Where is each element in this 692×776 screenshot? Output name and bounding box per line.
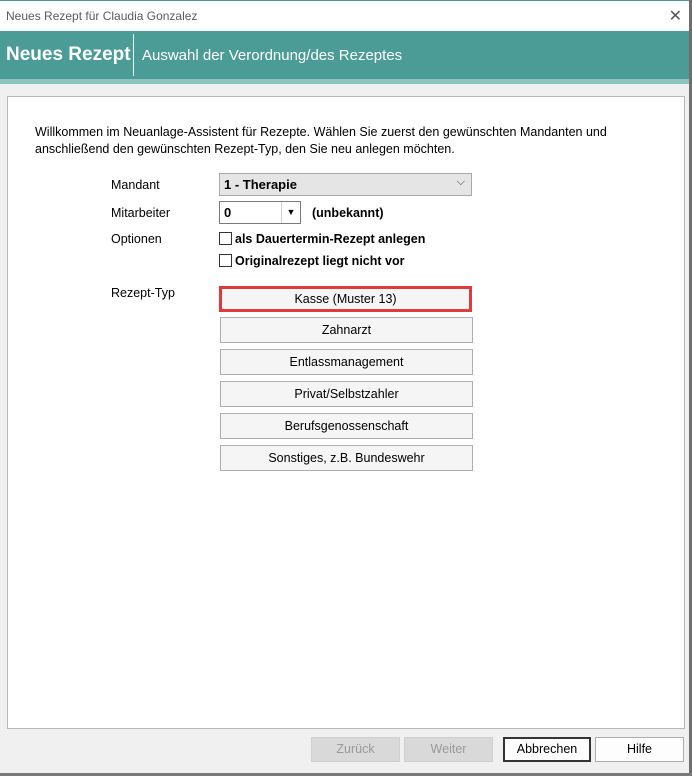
cancel-button[interactable]: Abbrechen (503, 737, 591, 762)
title-bar (0, 0, 692, 31)
dauertermin-label: als Dauertermin-Rezept anlegen (235, 232, 426, 246)
privat-button[interactable]: Privat/Selbstzahler (220, 381, 473, 407)
zahnarzt-button[interactable]: Zahnarzt (220, 317, 473, 343)
next-button[interactable]: Weiter (404, 737, 493, 762)
banner-subtitle: Auswahl der Verordnung/des Rezeptes (142, 47, 403, 64)
banner-divider (133, 34, 134, 76)
mitarbeiter-combo[interactable] (219, 201, 301, 224)
mitarbeiter-label: Mitarbeiter (111, 206, 171, 220)
checkbox-icon[interactable] (219, 232, 232, 245)
close-icon[interactable]: ✕ (668, 8, 682, 25)
sonstiges-button[interactable]: Sonstiges, z.B. Bundeswehr (220, 445, 473, 471)
help-button[interactable]: Hilfe (595, 737, 684, 762)
kasse-button[interactable]: Kasse (Muster 13) (219, 286, 472, 312)
dauertermin-checkbox[interactable] (219, 232, 425, 246)
original-label: Originalrezept liegt nicht vor (235, 254, 405, 268)
mandant-select[interactable] (219, 173, 472, 196)
banner-title: Neues Rezept (6, 44, 131, 65)
window-title: Neues Rezept für Claudia Gonzalez (6, 9, 198, 23)
mitarbeiter-note: (unbekannt) (312, 206, 384, 220)
checkbox-icon[interactable] (219, 254, 232, 267)
rezepttyp-label: Rezept-Typ (111, 286, 175, 300)
wizard-banner (0, 31, 692, 79)
chevron-down-icon: ⌵ (456, 176, 465, 188)
dropdown-arrow-icon[interactable]: ▼ (281, 202, 300, 223)
original-checkbox[interactable] (219, 254, 404, 268)
mitarbeiter-value: 0 (224, 205, 232, 220)
mandant-value: 1 - Therapie (224, 177, 297, 192)
entlassmanagement-button[interactable]: Entlassmanagement (220, 349, 473, 375)
intro-text: Willkommen im Neuanlage-Assistent für Rezepte. Wählen Sie zuerst den gewünschten Mandanten und anschließend den gewünschten Rezept-Typ, den Sie neu anlegen möchten. (35, 125, 607, 156)
berufsgenossenschaft-button[interactable]: Berufsgenossenschaft (220, 413, 473, 439)
optionen-label: Optionen (111, 232, 162, 246)
mandant-label: Mandant (111, 178, 160, 192)
content-panel (7, 96, 685, 729)
back-button[interactable]: Zurück (311, 737, 400, 762)
banner-stripe (0, 79, 692, 84)
